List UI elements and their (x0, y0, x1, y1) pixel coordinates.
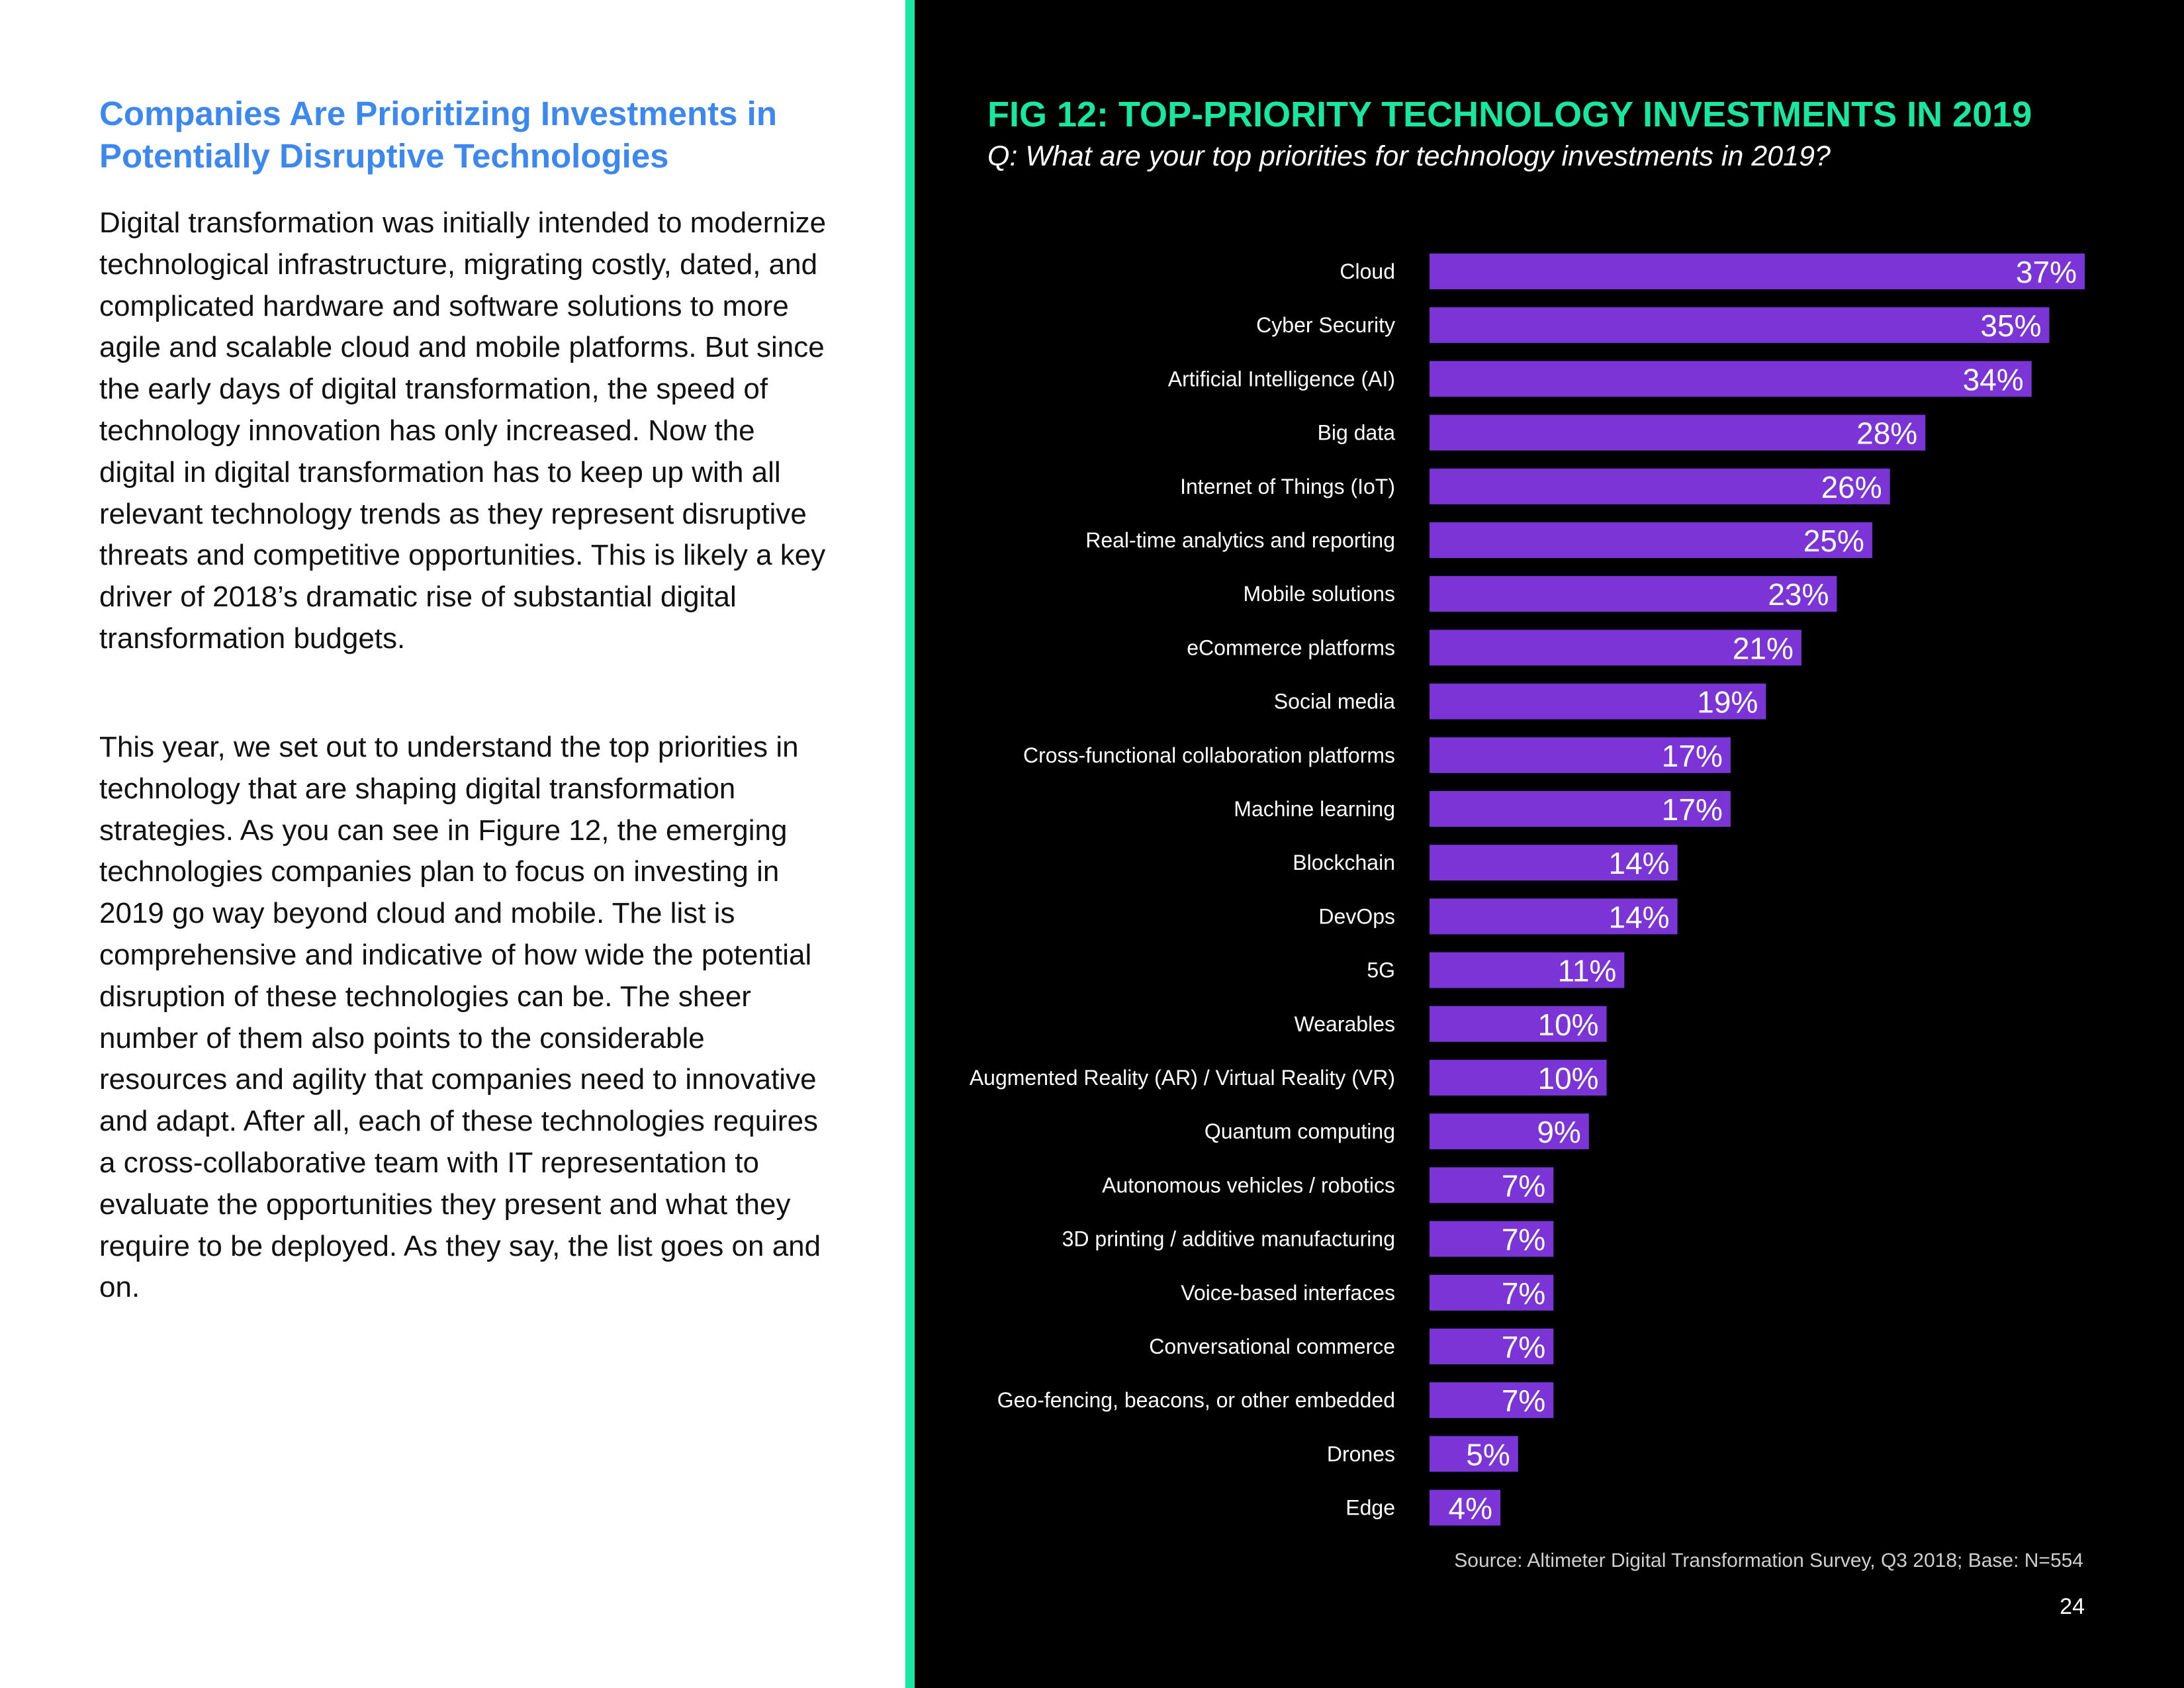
category-label: Big data (1317, 420, 1395, 445)
bar-value-label: 7% (1501, 1383, 1546, 1419)
category-label: Edge (1345, 1495, 1395, 1520)
bar-value-label: 35% (1980, 308, 2042, 344)
category-label: Artificial Intelligence (AI) (1167, 367, 1395, 391)
figure-question: Q: What are your top priorities for technology investments in 2019? (987, 140, 1831, 172)
bar-value-label: 7% (1501, 1168, 1546, 1203)
bar (1430, 415, 1925, 451)
bar-value-label: 19% (1697, 684, 1758, 720)
bar-value-label: 17% (1661, 792, 1723, 827)
bar (1430, 361, 2032, 397)
bar-value-label: 26% (1821, 469, 1882, 504)
bar-value-label: 7% (1501, 1330, 1546, 1364)
category-label: Mobile solutions (1243, 582, 1395, 606)
bar-value-label: 17% (1661, 738, 1723, 773)
category-label: Conversational commerce (1149, 1335, 1395, 1358)
category-label: Cyber Security (1256, 313, 1395, 338)
bar-value-label: 7% (1501, 1222, 1546, 1257)
article-paragraph-2: This year, we set out to understand the top priorities in technology that are shaping digital transformation strategies. As you can see in Figure 12, the emerging technologies companies plan to focus on investing in 2019 go way beyond cloud and mobile. The list is comprehensive and indicative of how wide the potential disruption of these technologies can be. The sheer number of them also points to the considerable resources and agility that companies need to innovative and adapt. After all, each of these technologies requires a cross-collaborative team with IT representation to evaluate the opportunities they present and what they require to be deployed. As they say, the list goes on and on. (99, 731, 821, 1304)
bar-value-label: 34% (1962, 362, 2024, 397)
figure-title: FIG 12: TOP-PRIORITY TECHNOLOGY INVESTMENTS IN 2019 (987, 95, 2032, 134)
bar-value-label: 14% (1608, 900, 1670, 935)
category-label: Blockchain (1293, 851, 1395, 875)
bar-value-label: 14% (1608, 846, 1670, 881)
bar-value-label: 10% (1537, 1007, 1599, 1042)
category-label: Augmented Reality (AR) / Virtual Reality (VR) (969, 1066, 1395, 1090)
bar-value-label: 37% (2015, 255, 2077, 289)
bar (1430, 254, 2085, 289)
category-label: Geo-fencing, beacons, or other embedded (997, 1388, 1395, 1413)
bar-value-label: 9% (1537, 1115, 1581, 1150)
figure-source: Source: Altimeter Digital Transformation Survey, Q3 2018; Base: N=554 (1454, 1550, 2083, 1571)
bar-value-label: 25% (1803, 524, 1864, 558)
bar-value-label: 7% (1501, 1276, 1546, 1311)
category-label: 5G (1367, 958, 1395, 982)
bar-value-label: 10% (1537, 1061, 1599, 1096)
category-label: DevOps (1318, 904, 1395, 929)
category-label: Social media (1273, 689, 1395, 714)
article-paragraph-1: Digital transformation was initially intended to modernize technological infrastructure, migrating costly, dated, and complicated hardware and software solutions to more agile and scalable cloud and mobile platforms. But since the early days of digital transformation, the speed of technology innovation has only increased. Now the digital in digital transformation has to keep up with all relevant technology trends as they represent disruptive threats and competitive opportunities. This is likely a key driver of 2018’s dramatic rise of substantial digital transformation budgets. (99, 207, 827, 655)
category-label: 3D printing / additive manufacturing (1062, 1227, 1395, 1251)
category-label: Drones (1326, 1442, 1395, 1466)
category-label: Cloud (1340, 259, 1395, 283)
category-label: Internet of Things (IoT) (1180, 474, 1395, 498)
bar-value-label: 21% (1732, 631, 1794, 666)
bar-value-label: 4% (1448, 1491, 1493, 1526)
bar-value-label: 11% (1557, 953, 1617, 988)
category-label: eCommerce platforms (1187, 635, 1395, 660)
category-label: Cross-functional collaboration platforms (1023, 743, 1395, 767)
bar-value-label: 28% (1856, 416, 1918, 451)
category-label: Machine learning (1234, 797, 1395, 821)
article-heading: Companies Are Prioritizing Investments in Potentially Disruptive Technologies (99, 95, 777, 175)
category-label: Quantum computing (1204, 1119, 1395, 1144)
page-number: 24 (2060, 1594, 2085, 1619)
bar-value-label: 5% (1466, 1437, 1510, 1472)
category-label: Real-time analytics and reporting (1085, 528, 1395, 552)
category-label: Wearables (1294, 1011, 1395, 1036)
bar (1430, 307, 2049, 343)
category-label: Autonomous vehicles / robotics (1102, 1173, 1395, 1197)
bar-value-label: 23% (1768, 577, 1829, 612)
category-label: Voice-based interfaces (1181, 1280, 1395, 1305)
